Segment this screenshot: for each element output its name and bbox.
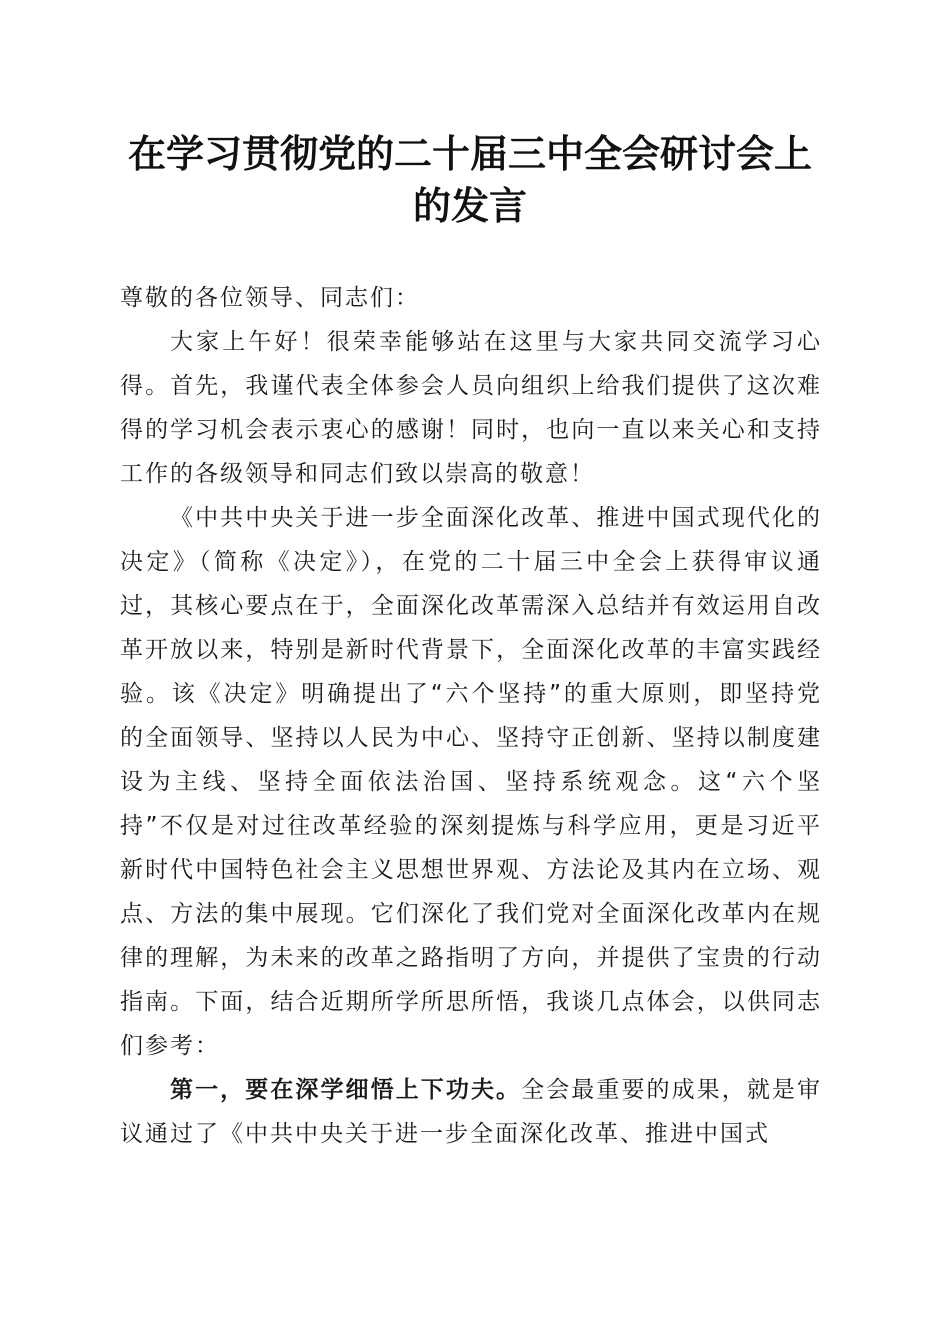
paragraph-first-point xyxy=(120,1068,822,1156)
salutation: 尊敬的各位领导、同志们： xyxy=(120,285,420,311)
first-point-text: 全会最重要的成果，就是审议通过了《中共中央关于进一步全面深化改革、推进中国式 xyxy=(120,1077,823,1147)
document-title: 在学习贯彻党的二十届三中全会研讨会上的发言 xyxy=(127,131,812,228)
paragraph-opening: 大家上午好！很荣幸能够站在这里与大家共同交流学习心得。首先，我谨代表全体参会人员向组织上给我们提供了这次难得的学习机会表示衷心的感谢！同时，也向一直以来关心和支持工作的各级领导和同志们致以崇高的敬意！ xyxy=(120,329,822,487)
paragraph-decision: 《中共中央关于进一步全面深化改革、推进中国式现代化的决定》（简称《决定》），在党的二十届三中全会上获得审议通过，其核心要点在于，全面深化改革需深入总结并有效运用自改革开放以来，特别是新时代背景下，全面深化改革的丰富实践经验。该《决定》明确提出了“六个坚持”的重大原则，即坚持党的全面领导、坚持以人民为中心、坚持守正创新、坚持以制度建设为主线、坚持全面依法治国、坚持系统观念。这“六个坚持”不仅是对过往改革经验的深刻提炼与科学应用，更是习近平新时代中国特色社会主义思想世界观、方法论及其内在立场、观点、方法的集中展现。它们深化了我们党对全面深化改革内在规律的理解，为未来的改革之路指明了方向，并提供了宝贵的行动指南。下面，结合近期所学所思所悟，我谈几点体会，以供同志们参考： xyxy=(120,505,822,1059)
document-body xyxy=(120,276,822,1156)
first-point-heading: 第一，要在深学细悟上下功夫。 xyxy=(170,1077,522,1103)
